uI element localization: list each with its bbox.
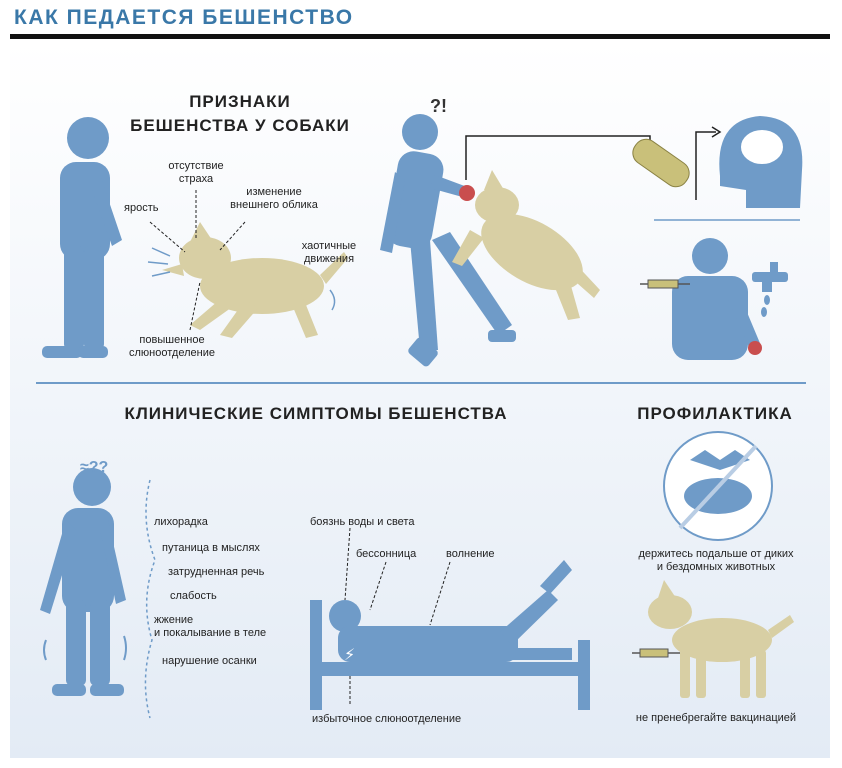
standing-man-figure bbox=[42, 117, 122, 358]
label-appearance-change: изменение внешнего облика bbox=[230, 186, 318, 211]
symptom-agitation: волнение bbox=[446, 548, 495, 560]
sick-man-figure bbox=[40, 468, 126, 696]
signs-heading bbox=[120, 90, 360, 138]
symptom-posture: нарушение осанки bbox=[162, 655, 257, 667]
brain-icon bbox=[740, 129, 784, 165]
label-chaotic-moves: хаотичные движения bbox=[301, 240, 357, 265]
drool-icon: ⚡ bbox=[344, 645, 356, 664]
patient-in-bed-figure bbox=[329, 560, 572, 662]
symptom-burning-tingling: жжение и покалывание в теле bbox=[154, 614, 267, 639]
virus-particle-icon bbox=[628, 135, 694, 192]
no-wild-animals-icon bbox=[664, 432, 772, 540]
bite-wound-mark bbox=[459, 185, 475, 201]
confused-marks: ?! bbox=[430, 96, 447, 116]
symptom-excess-salivation: избыточное слюноотделение bbox=[312, 713, 462, 725]
signs-heading-line2: БЕШЕНСТВА У СОБАКИ bbox=[130, 116, 350, 135]
vaccinated-dog-figure bbox=[648, 580, 794, 698]
water-tap-icon bbox=[752, 262, 788, 317]
label-rage: ярость bbox=[124, 202, 159, 214]
prevention-vaccinate: не пренебрегайте вакцинацией bbox=[635, 712, 797, 724]
prevention-heading: ПРОФИЛАКТИКА bbox=[637, 404, 793, 423]
symptom-insomnia: бессонница bbox=[356, 548, 417, 560]
confusion-marks: ≈?? bbox=[80, 459, 109, 476]
washing-wound-figure bbox=[672, 238, 762, 360]
symptom-hydrophobia: боязнь воды и света bbox=[310, 516, 415, 528]
prevention-keep-away: держитесь подальше от диких и бездомных животных bbox=[638, 548, 794, 573]
symptom-weakness: слабость bbox=[170, 590, 217, 602]
vaccine-syringe-icon bbox=[632, 649, 680, 657]
wound-mark bbox=[748, 341, 762, 355]
label-salivation: повышенное слюноотделение bbox=[129, 334, 215, 359]
symptoms-heading: КЛИНИЧЕСКИЕ СИМПТОМЫ БЕШЕНСТВА bbox=[124, 404, 508, 423]
symptom-fever: лихорадка bbox=[154, 516, 208, 528]
symptom-slurred-speech: затрудненная речь bbox=[168, 566, 265, 578]
signs-heading-line1: ПРИЗНАКИ bbox=[189, 92, 291, 111]
symptom-confusion: путаница в мыслях bbox=[162, 542, 260, 554]
page-title: КАК ПЕДАЕТСЯ БЕШЕНСТВО bbox=[14, 6, 354, 29]
label-no-fear: отсутствие страха bbox=[168, 160, 224, 185]
